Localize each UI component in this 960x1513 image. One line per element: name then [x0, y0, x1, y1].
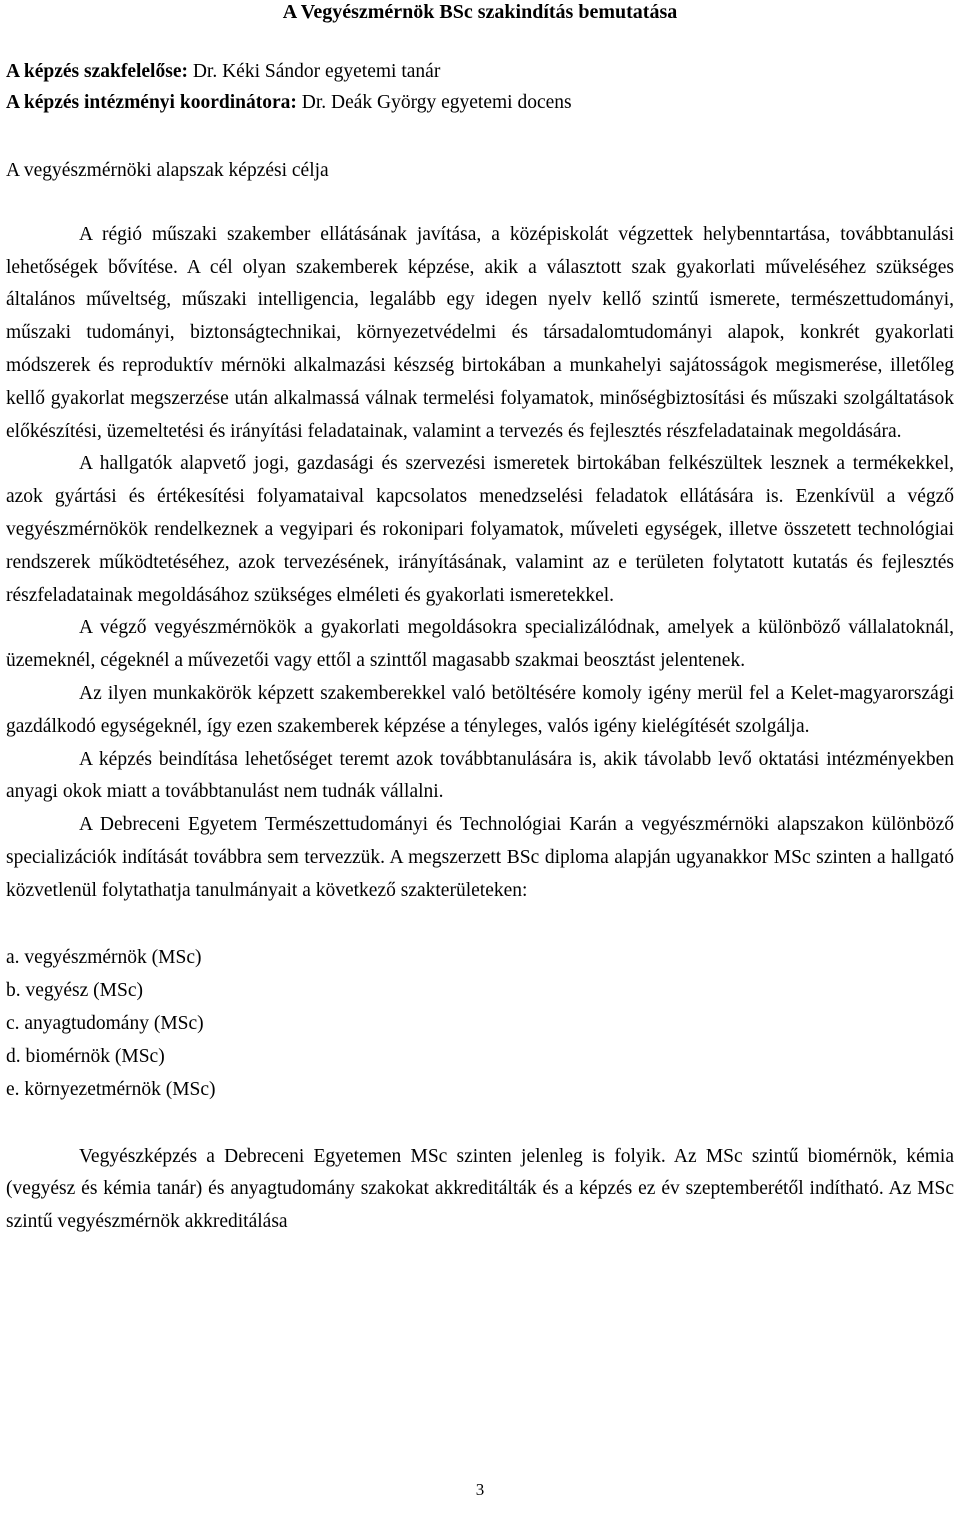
program-responsible-value: Dr. Kéki Sándor egyetemi tanár	[187, 61, 441, 82]
document-title: A Vegyészmérnök BSc szakindítás bemutatása	[282, 1, 678, 23]
paragraph-further-study: A képzés beindítása lehetőséget teremt azok továbbtanulására is, akik távolabb levő oktatási intézményekben anyagi okok miatt a továbbtanulást nem tudnák vállalni.	[6, 748, 954, 803]
program-coordinator	[6, 87, 954, 118]
list-item: b. vegyész (MSc)	[6, 979, 144, 1001]
list-item: e. környezetmérnök (MSc)	[6, 1078, 216, 1100]
section-heading: A vegyészmérnöki alapszak képzési célja	[6, 160, 329, 181]
program-responsible-label: A képzés szakfelelőse:	[6, 61, 188, 82]
program-coordinator-value: Dr. Deák György egyetemi docens	[296, 92, 572, 113]
paragraph-skills: A hallgatók alapvető jogi, gazdasági és szervezési ismeretek birtokában felkészültek lesznek a termékekkel, azok gyártási és értékesítési folyamataival kapcsolatos menedzselési feladatok ellátására is. Ezenkívül a végző vegyészmérnökök rendelkeznek a vegyipari és rokonipari folyamatok, műveleti egységek, illetve összetett technológiai rendszerek működtetéséhez, azok tervezésének, irányításának, valamint az e területen folytatott kutatás és fejlesztés részfeladatainak megoldásához szükséges elméleti és gyakorlati ismeretekkel.	[6, 453, 954, 606]
paragraph-demand: Az ilyen munkakörök képzett szakemberekkel való betöltésére komoly igény merül fel a Kelet-magyarországi gazdálkodó egységeknél, így ezen szakemberek képzése a tényleges, valós igény kielégítését szolgálja.	[6, 682, 954, 737]
paragraph-closing: Vegyészképzés a Debreceni Egyetemen MSc szinten jelenleg is folyik. Az MSc szintű biomérnök, kémia (vegyész és kémia tanár) és anyagtudomány szakokat akkreditálták és a képzés ez év szeptemberétől indítható. Az MSc szintű vegyészmérnök akkreditálása	[6, 1145, 954, 1233]
list-item: c. anyagtudomány (MSc)	[6, 1012, 204, 1034]
page-number: 3	[475, 1480, 485, 1499]
list-item: d. biomérnök (MSc)	[6, 1045, 165, 1067]
paragraph-goals: A régió műszaki szakember ellátásának javítása, a középiskolát végzettek helybenntartása, továbbtanulási lehetőségek bővítése. A cél olyan szakemberek képzése, akik a választott szak gyakorlati műveléséhez szükséges általános műveltség, műszaki intelligencia, legalább egy idegen nyelv kellő szintű ismerete, természettudományi, műszaki tudományi, biztonságtechnikai, környezetvédelmi és társadalomtudományi alapok, konkrét gyakorlati módszerek és reproduktív mérnöki alkalmazási készség birtokában a munkahelyi sajátosságok megismerése, illetőleg kellő gyakorlat megszerzése után alkalmassá válnak termelési folyamatok, minőségbiztosítási és műszaki szolgáltatások előkészítési, üzemeltetési és irányítási feladatainak, valamint a tervezés és fejlesztés részfeladatainak megoldására.	[6, 223, 954, 442]
list-item: a. vegyészmérnök (MSc)	[6, 946, 202, 968]
program-responsible	[6, 56, 954, 87]
document-page	[6, 0, 954, 1513]
program-coordinator-label: A képzés intézményi koordinátora:	[6, 92, 297, 113]
msc-program-list	[6, 941, 954, 1106]
paragraph-specialization: A végző vegyészmérnökök a gyakorlati megoldásokra specializálódnak, amelyek a különböző vállalatoknál, üzemeknél, cégeknél a művezetői vagy ettől a szinttől magasabb szakmai beosztást jelentenek.	[6, 617, 954, 672]
paragraph-msc-continuation: A Debreceni Egyetem Természettudományi és Technológiai Karán a vegyészmérnöki alapszakon különböző specializációk indítását továbbra sem tervezzük. A megszerzett BSc diploma alapján ugyanakkor MSc szinten a hallgató közvetlenül folytathatja tanulmányait a következő szakterületeken:	[6, 814, 954, 901]
program-contacts	[6, 56, 954, 118]
